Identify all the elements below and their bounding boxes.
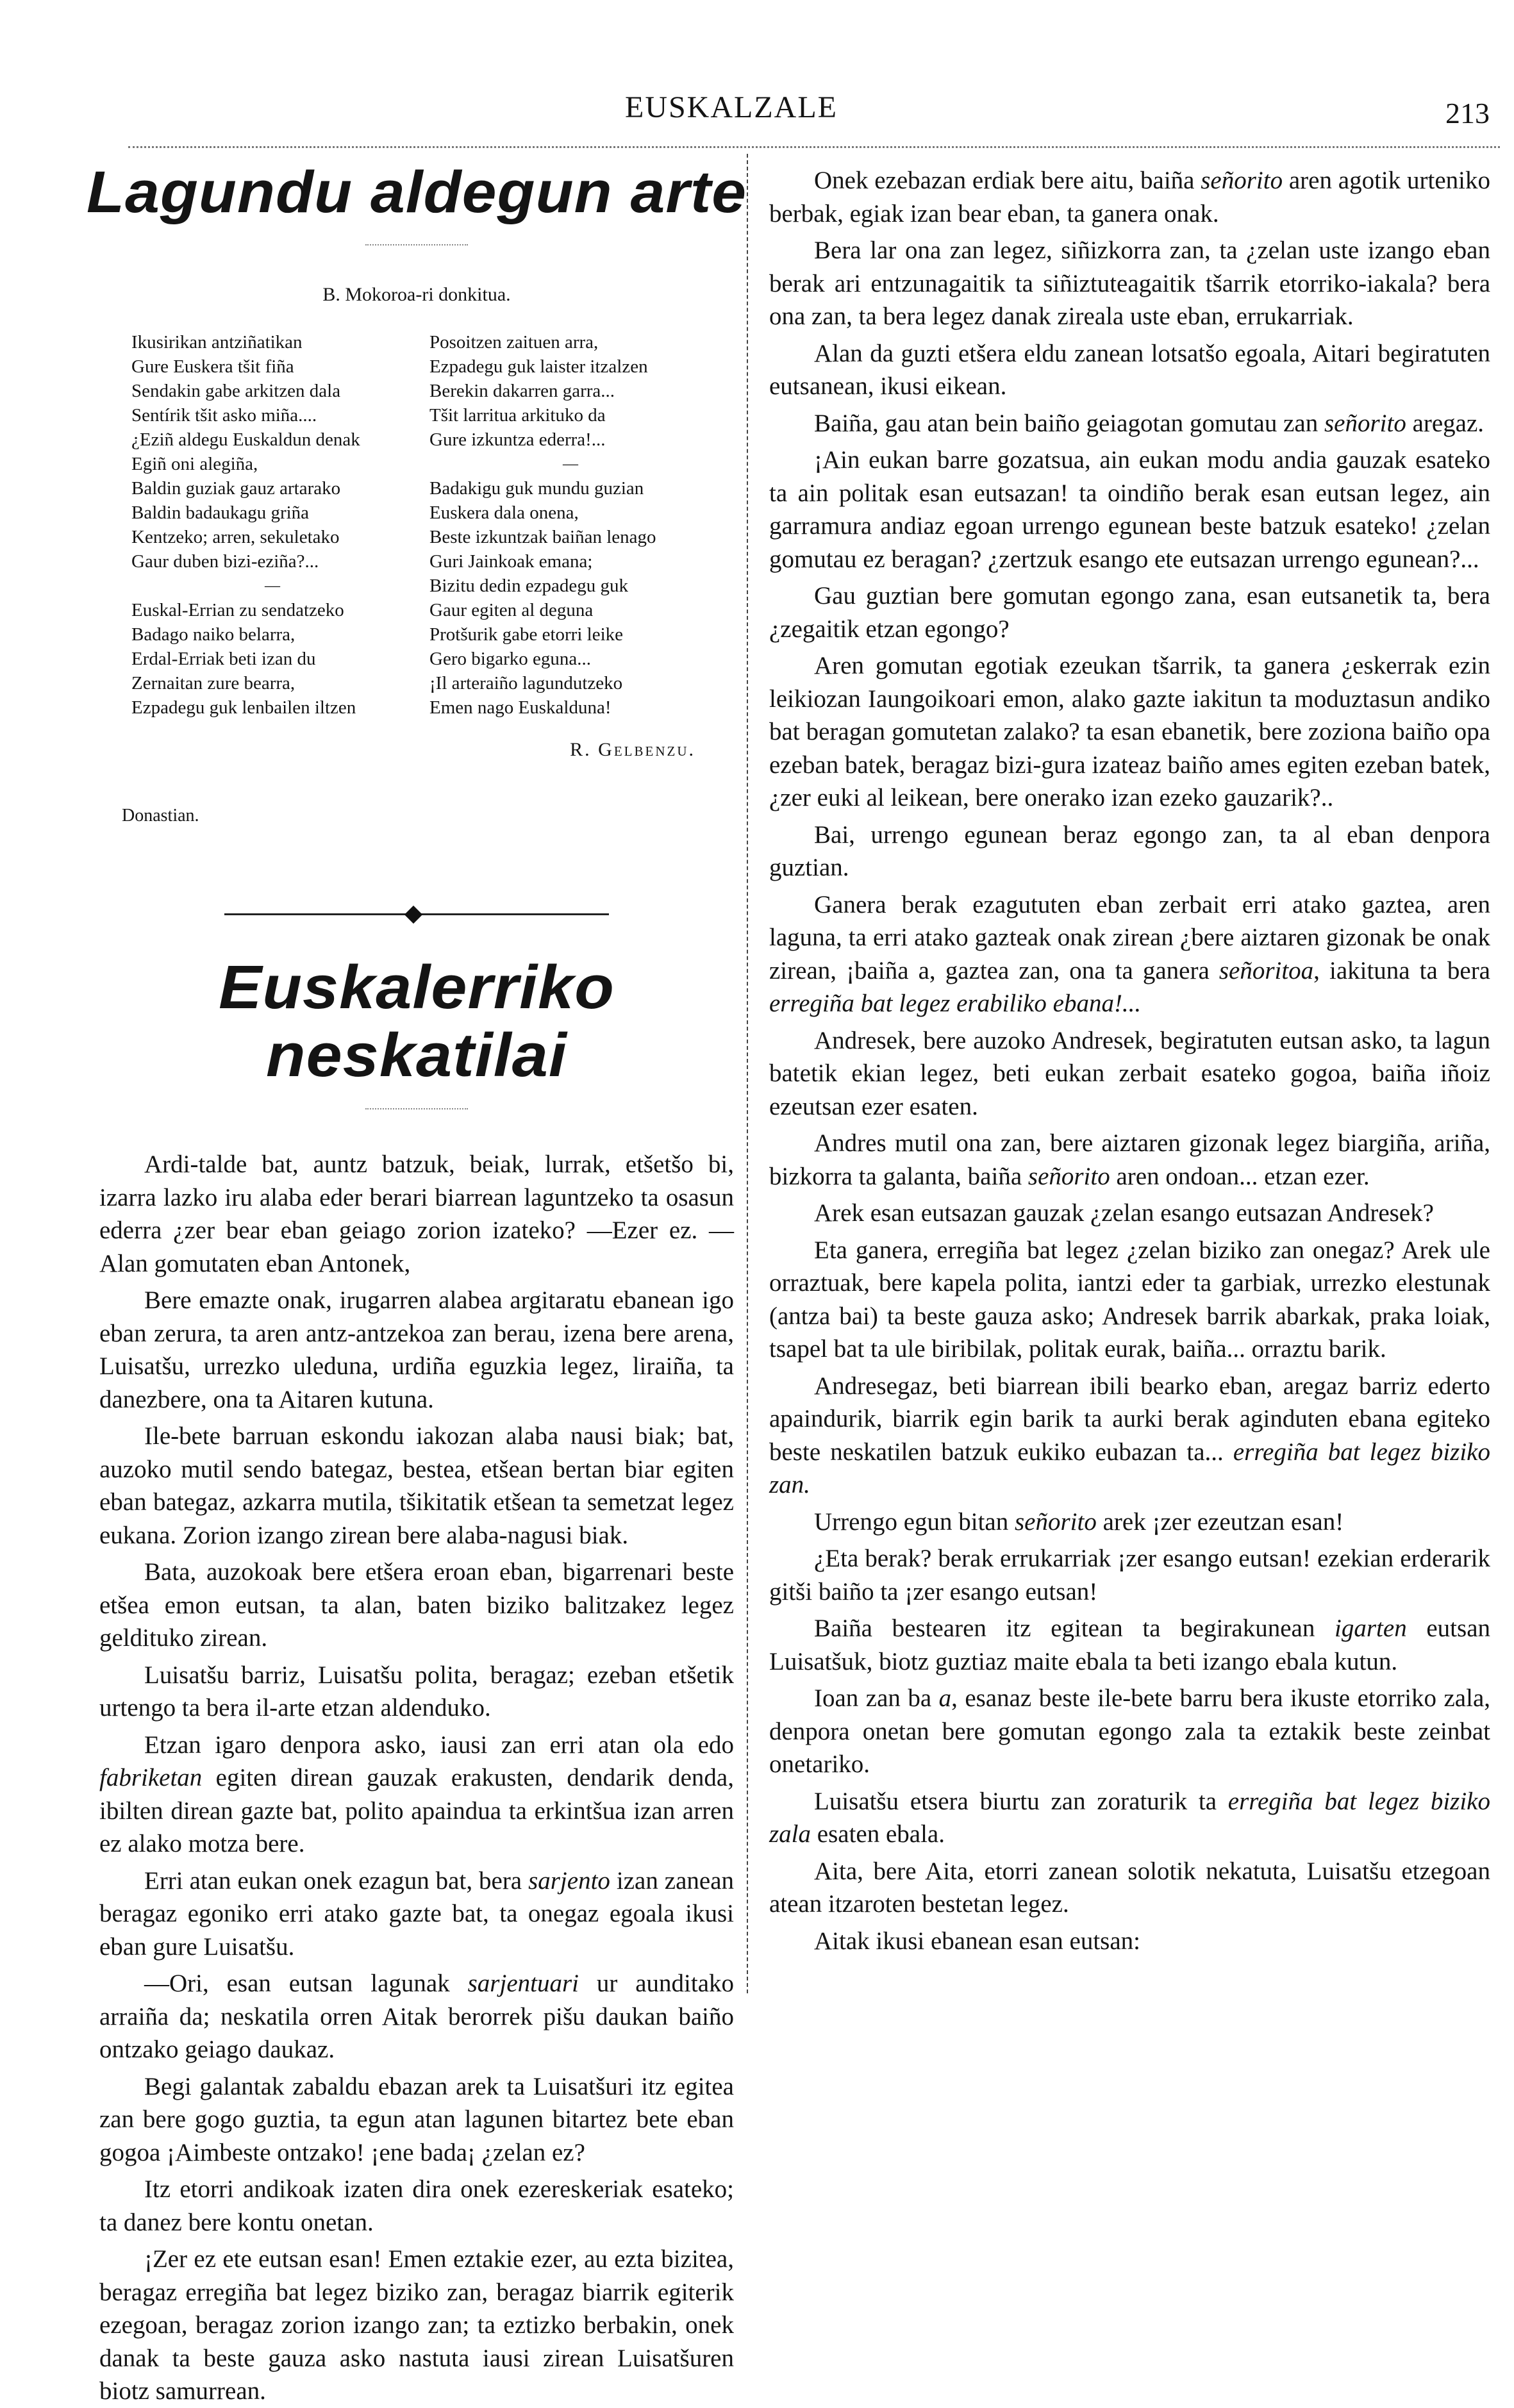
italic-phrase: señorito [1027, 1162, 1110, 1190]
poem-line: Ezpadegu guk lenbailen iltzen [131, 697, 356, 718]
story-paragraph [769, 1024, 1490, 1124]
text-run: , iakituna ta bera [1313, 956, 1490, 984]
text-run: Aita, bere Aita, etorri zanean solotik nekatuta, Luisatšu etzegoan atean itzaroten bestetan legez. [769, 1857, 1490, 1918]
story-paragraph [769, 818, 1490, 884]
story-paragraph [99, 2243, 734, 2408]
text-run: Erri atan eukan onek ezagun bat, bera [144, 1866, 529, 1895]
poem-line: Sendakin gabe arkitzen dala [131, 381, 341, 402]
text-run: egiten direan gauzak erakusten, dendarik denda, ibilten direan gazte bat, polito apaindua ta erkintšua izan arren ez alako motza bere. [99, 1764, 734, 1858]
poem-line: Euskal-Errian zu sendatzeko [131, 600, 344, 621]
story-paragraph [769, 1855, 1490, 1921]
story-paragraph [769, 1506, 1490, 1539]
text-run: esaten ebala. [811, 1820, 945, 1848]
text-run: ur aunditako arraiña da; neskatila orren Aitak berorrek pišu daukan baiño ontzako geiago daukaz. [99, 1970, 735, 2064]
stanza-separator: — [265, 577, 280, 595]
poem-line: Gaur egiten al deguna [429, 600, 594, 621]
story-paragraph [99, 1967, 734, 2066]
story-paragraph [769, 1925, 1490, 1958]
text-run: Eta ganera, erregiña bat legez ¿zelan biziko zan onegaz? Arek ule orraztuak, bere kapela polita, iantzi eder ta garbiak, urrezko elestunak (antza bai) ta beste gauza asko; Andresek barrik abarkak, praka loiak, tsapel bat ta ule biribilak, politak eurak, baiña... orraztu barik. [769, 1236, 1490, 1363]
text-run: Alan da guzti etšera eldu zanean lotsatšo egoala, Aitari begiratuten eutsanean, ikusi eikean. [769, 339, 1490, 400]
poem-line: Berekin dakarren garra... [429, 381, 615, 402]
text-run: ¿Eta berak? berak errukarriak ¡zer esango eutsan! ezekian erderarik gitši baiño ta ¡zer esango eutsan! [769, 1545, 1490, 1606]
story-paragraph [769, 407, 1490, 440]
story-paragraph [769, 1370, 1490, 1502]
poem-title: Lagundu aldegun arte [87, 160, 747, 225]
text-run: aren agotik urteniko berbak, egiak izan bear eban, ta ganera onak. [769, 167, 1490, 228]
story-paragraph [769, 337, 1490, 403]
poem-line: Egiñ oni alegiña, [131, 454, 258, 475]
title-rule [365, 1108, 468, 1109]
text-run: Bere emazte onak, irugarren alabea argitaratu ebanean igo eban zerura, ta aren antz-antzekoa zan berau, izena bere arena, Luisatšu, urrezko uleduna, urdiña eguzkia legez, liraiña, ta danezbere, ona ta Aitaren kutuna. [99, 1286, 734, 1413]
story-paragraph [769, 1542, 1490, 1608]
italic-phrase: erregiña bat legez biziko zan. [769, 1438, 1490, 1499]
poem-line: Ezpadegu guk laister itzalzen [429, 356, 648, 378]
text-run: Urrengo egun bitan [814, 1507, 1015, 1536]
text-run: Baiña, gau atan bein baiño geiagotan gomutau zan [814, 409, 1324, 437]
italic-phrase: igarten [1335, 1615, 1407, 1642]
poem-signature: R. Gelbenzu. [570, 739, 695, 761]
text-run: Luisatšu barriz, Luisatšu polita, beragaz; ezeban etšetik urtengo ta bera il-arte etzan aldenduko. [99, 1661, 734, 1722]
text-run: , esanaz beste ile-bete barru bera ikuste etorriko zala, denpora onetan bere gomutan egongo zala ta eztakik beste zeinbat onetariko. [769, 1684, 1491, 1778]
poem-line: Tšit larritua arkituko da [429, 405, 606, 426]
story-paragraph [769, 579, 1490, 645]
text-run: Bata, auzokoak bere etšera eroan eban, bigarrenari beste etšea emon eutsan, ta alan, baten biziko balitzakez legez geldituko zirean. [99, 1558, 734, 1652]
header-rule [128, 146, 1500, 148]
text-run: Andresek, bere auzoko Andresek, begiratuten eutsan asko, ta lagun batetik ekian legez, beti eukan zerbait esateko gogoa, baiña iñoiz ezeutsan ezer esaten. [769, 1026, 1490, 1120]
poem-left-column [131, 330, 413, 720]
text-run: Andres mutil ona zan, bere aiztaren gizonak legez biargiña, ariña, bizkorra ta galanta, baiña [769, 1129, 1490, 1190]
text-run: Gau guztian bere gomutan egongo zana, esan eutsanetik ta, bera ¿zegaitik etzan egongo? [769, 582, 1490, 643]
right-column [769, 160, 1490, 1957]
poem-stanza [131, 598, 413, 720]
story-paragraph [769, 1785, 1490, 1851]
text-run: Aitak ikusi ebanean esan eutsan: [814, 1927, 1140, 1955]
story-title: Euskalerriko neskatilai [219, 953, 615, 1090]
poem-line: Badago naiko belarra, [131, 624, 295, 645]
text-run: aren ondoan... etzan ezer. [1110, 1162, 1370, 1190]
poem-line: Protšurik gabe etorri leike [429, 624, 623, 645]
poem-line: Baldin guziak gauz artarako [131, 478, 341, 499]
poem-right-column [429, 330, 711, 720]
poem-line: Sentírik tšit asko miña.... [131, 405, 317, 426]
text-run: eutsan Luisatšuk, biotz guztiaz maite ebala ta beti izango ebala kutun. [769, 1615, 1491, 1675]
poem-line: Gaur duben bizi-eziña?... [131, 551, 319, 572]
page-number: 213 [1445, 97, 1490, 129]
poem-line: Kentzeko; arren, sekuletako [131, 527, 340, 548]
story-paragraph [769, 1234, 1490, 1366]
poem-line: ¿Eziñ aldegu Euskaldun denak [131, 429, 360, 451]
poem-line: Erdal-Erriak beti izan du [131, 649, 316, 670]
text-run: —Ori, esan eutsan lagunak [144, 1970, 468, 1998]
poem-line: Beste izkuntzak baiñan lenago [429, 527, 656, 548]
story-paragraph [769, 1612, 1490, 1678]
ornament-diamond-icon [404, 906, 422, 924]
italic-phrase: señorito [1015, 1507, 1097, 1536]
text-run: aregaz. [1406, 409, 1485, 437]
running-head [0, 90, 1514, 135]
stanza-separator: — [563, 456, 578, 473]
italic-phrase: fabriketan [99, 1764, 203, 1792]
text-run: Ardi-talde bat, auntz batzuk, beiak, lurrak, etšetšo bi, izarra lazko iru alaba eder berari biarrean laguntzeko ta osasun ederra ¿zer bear eban geiago zorion izateko? —Ezer ez. —Alan gomutaten eban Antonek, [99, 1150, 734, 1277]
poem-line: Ikusirikan antziñatikan [131, 332, 303, 353]
running-title: EUSKALZALE [625, 90, 838, 124]
story-paragraph [99, 1148, 734, 1280]
poem-line: Euskera dala onena, [429, 502, 579, 524]
section-ornament [224, 909, 609, 918]
text-run: Ile-bete barruan eskondu iakozan alaba nausi biak; bat, auzoko mutil sendo bategaz, bestea, etšean bertan biar egiten eban bategaz, azkarra mutila, tšikitatik etšean ta semetzat legez eukana. Zorion izango zirean bere alaba-nagusi biak. [99, 1422, 734, 1549]
poem-body [99, 330, 734, 720]
italic-phrase: sarjento [528, 1866, 610, 1895]
text-run: izan zanean beragaz egoniko erri atako gazte bat, ta onegaz egoala ikusi eban gure Luisatšu. [99, 1866, 735, 1961]
text-run: Ioan zan ba [814, 1684, 939, 1712]
story-paragraph [99, 1420, 734, 1552]
story-paragraph [769, 649, 1490, 815]
poem-line: Gure izkuntza ederra!... [429, 429, 606, 451]
story-right-text [769, 164, 1490, 1957]
poem-stanza [131, 330, 413, 574]
poem-line: Guri Jainkoak emana; [429, 551, 593, 572]
poem-stanza [429, 330, 711, 452]
story-paragraph [99, 1659, 734, 1725]
text-run: arek ¡zer ezeutzan esan! [1096, 1507, 1344, 1536]
story-paragraph [769, 1127, 1490, 1193]
story-paragraph [769, 888, 1490, 1020]
poem-line: Badakigu guk mundu guzian [429, 478, 644, 499]
story-left-text [99, 1148, 734, 2408]
poem-line: Gure Euskera tšit fiña [131, 356, 294, 378]
text-run: Etzan igaro denpora asko, iausi zan erri atan ola edo [144, 1731, 734, 1759]
italic-phrase: erregiña bat legez biziko zala [769, 1787, 1490, 1848]
story-paragraph [769, 1197, 1490, 1230]
italic-phrase: erregiña bat legez erabiliko ebana!... [769, 990, 1142, 1017]
text-run: Luisatšu etsera biurtu zan zoraturik ta [814, 1787, 1228, 1815]
poem-line: Bizitu dedin ezpadegu guk [429, 576, 629, 597]
text-run: Begi galantak zabaldu ebazan arek ta Luisatšuri itz egitea zan bere gogo guztia, ta egun atan lagunen bitartez bete eban gogoa ¡Aimbeste ontzako! ¡ene bada¡ ¿zelan ez? [99, 2072, 734, 2166]
italic-phrase: señoritoa [1219, 956, 1314, 984]
poem-stanza [429, 476, 711, 720]
poem-line: ¡Il arteraiño lagundutzeko [429, 673, 623, 694]
story-paragraph [769, 1682, 1490, 1781]
poem-line: Zernaitan zure bearra, [131, 673, 295, 694]
story-paragraph [769, 164, 1490, 230]
text-run: ¡Ain eukan barre gozatsua, ain eukan modu andia gauzak esateko ta ain politak esan eutsazan! ta oindiño berak esan eutsan legez, ain garramura andiaz egoan urrengo egunean beste batzuk esateko! ¿zelan gomutau ez beragan? ¿zertzuk esango ete eutsazan urrengo egunean?... [769, 446, 1490, 573]
poem-line: Baldin badaukagu griña [131, 502, 310, 524]
story-paragraph [769, 234, 1490, 333]
italic-phrase: señorito [1201, 167, 1283, 194]
title-rule [365, 244, 468, 245]
story-paragraph [99, 2173, 734, 2239]
story-paragraph [99, 2070, 734, 2170]
poem-line: Posoitzen zaituen arra, [429, 332, 599, 353]
story-article [99, 954, 734, 2408]
poem-place: Donastian. [122, 806, 199, 826]
poem-line: Emen nago Euskalduna! [429, 697, 611, 718]
text-run: Bai, urrengo egunean beraz egongo zan, ta al eban denpora guztian. [769, 820, 1490, 881]
text-run: Itz etorri andikoak izaten dira onek ezereskeriak esateko; ta danez bere kontu onetan. [99, 2175, 734, 2236]
text-run: Bera lar ona zan legez, siñizkorra zan, ta ¿zelan uste izango eban berak ari entzunagaitik ta siñiztuteagaitik tšarrik etorriko-iakala? bera ona zan, ta bera legez danak zireala uste eban, errukarriak. [769, 237, 1490, 330]
story-paragraph [99, 1864, 734, 1964]
text-run: ¡Zer ez ete eutsan esan! Emen eztakie ezer, au ezta bizitea, beragaz erregiña bat legez biziko zan, beragaz biarrik egiterik ezegoan, beragaz zorion izango zan; ta eztizko berbakin, onek danak ta beste gauza asko nastuta iausi zirean Luisatšuren biotz samurrean. [99, 2245, 734, 2405]
text-run: Arek esan eutsazan gauzak ¿zelan esango eutsazan Andresek? [814, 1199, 1434, 1227]
text-run: Onek ezebazan erdiak bere aitu, baiña [814, 167, 1201, 194]
left-column [87, 160, 747, 2408]
italic-phrase: señorito [1324, 409, 1406, 437]
story-paragraph [99, 1284, 734, 1416]
text-run: Aren gomutan egotiak ezeukan tšarrik, ta ganera ¿eskerrak ezin leikiozan Iaungoikoari emon, alako gazte iakitun ta moduztasun andiko bat beragan gomutetan zalako? ta esan ebanetik, bere zoziona baiño opa ezeban batek, beragaz bizi-gura izateaz baiño ames egiten ezeban batek, ¿zer euki al leikean, bere onerako izan ezeko gauzarik?.. [769, 652, 1490, 811]
text-run: Ganera berak ezagututen eban zerbait erri atako gaztea, aren laguna, ta erri atako gazteak onak zirean ¿bere aiztaren gizonak be onak zirean, ¡baiña a, gaztea zan, ona ta ganera [769, 890, 1490, 984]
text-run: Baiña bestearen itz egitean ta begirakunean [814, 1615, 1335, 1642]
text-run: Andresegaz, beti biarrean ibili bearko eban, aregaz barriz ederto apaindurik, biarrik egin barik ta aurki berak aginduten ebana egiteko beste neskatilen batzuk eukiko eubazan ta... [769, 1372, 1490, 1466]
story-paragraph [99, 1556, 734, 1655]
story-paragraph [769, 444, 1490, 576]
poem-dedication: B. Mokoroa-ri donkitua. [322, 284, 511, 306]
italic-phrase: sarjentuari [467, 1970, 579, 1998]
poem-article [87, 160, 747, 826]
story-paragraph [99, 1729, 734, 1861]
italic-phrase: a [938, 1684, 952, 1712]
poem-line: Gero bigarko eguna... [429, 649, 592, 670]
